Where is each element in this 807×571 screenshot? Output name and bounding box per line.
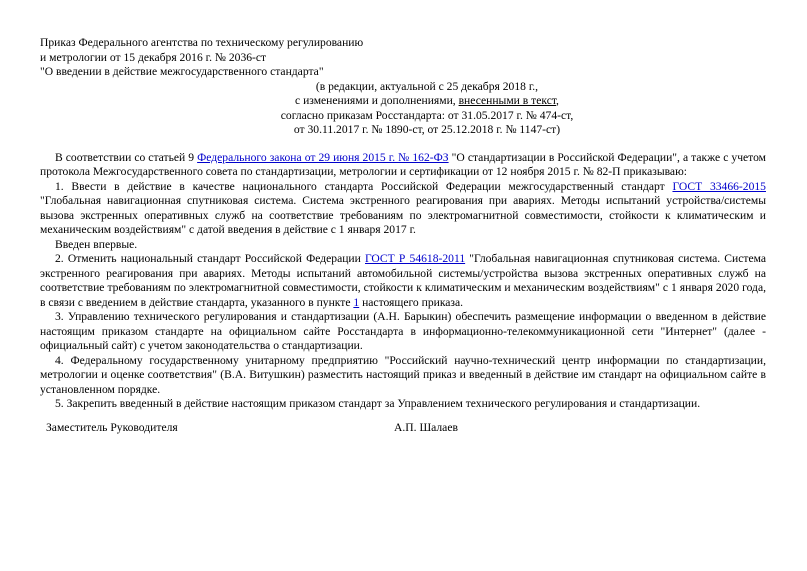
revision-line-2-start: с изменениями и дополнениями, bbox=[295, 94, 459, 107]
signatory-name: А.П. Шалаев bbox=[394, 420, 458, 434]
signature-block bbox=[40, 421, 766, 436]
header-line-2: и метрологии от 15 декабря 2016 г. № 2036-ст bbox=[40, 50, 267, 64]
gost-33466-link[interactable]: ГОСТ 33466-2015 bbox=[672, 179, 766, 193]
paragraph-intro bbox=[40, 151, 766, 180]
p1-text-start: 1. Ввести в действие в качестве национального стандарта Российской Федерации межгосударственный стандарт bbox=[55, 179, 673, 193]
paragraph-4: 4. Федеральному государственному унитарному предприятию "Российский научно-технический центр информации по стандартизации, метрологии и оценке соответствия" (В.А. Витушкин) разместить настоящий приказ и введенный в действие им стандарт на официальном сайте в установленном порядке. bbox=[40, 353, 766, 396]
paragraph-1-note: Введен впервые. bbox=[55, 237, 138, 251]
federal-law-link[interactable]: Федерального закона от 29 июня 2015 г. № 162-ФЗ bbox=[197, 150, 449, 164]
signatory-position: Заместитель Руководителя bbox=[46, 420, 178, 434]
p2-text-start: 2. Отменить национальный стандарт Российской Федерации bbox=[55, 252, 365, 265]
revision-line-4: от 30.11.2017 г. № 1890-ст, от 25.12.2018 г. № 1147-ст) bbox=[293, 123, 561, 136]
revision-line-2-end: , bbox=[556, 94, 559, 107]
header-line-3: "О введении в действие межгосударственного стандарта" bbox=[40, 65, 324, 78]
paragraph-5: 5. Закрепить введенный в действие настоящим приказом стандарт за Управлением технического регулирования и стандартизации. bbox=[55, 397, 701, 410]
item-1-link[interactable]: 1 bbox=[353, 295, 360, 309]
p2-text-end: настоящего приказа. bbox=[359, 295, 464, 309]
order-header bbox=[40, 36, 766, 80]
gost-r-54618-link[interactable]: ГОСТ Р 54618-2011 bbox=[365, 252, 466, 265]
document-page bbox=[40, 36, 766, 436]
intro-text-start: В соответствии со статьей 9 bbox=[55, 150, 198, 164]
paragraph-1 bbox=[40, 180, 766, 238]
order-body bbox=[40, 151, 766, 412]
revision-line-1: (в редакции, актуальной с 25 декабря 2018 г., bbox=[315, 79, 539, 93]
p1-text-end: "Глобальная навигационная спутниковая система. Система экстренного реагирования при авариях. Методы испытаний устройства/системы вызова экстренных оперативных служб на соответствие требованиям по электромагнитной совместимости, стойкости к климатическим и механическим воздействиям" с датой введения в действие с 1 января 2017 г. bbox=[40, 194, 766, 236]
intro-text-end: "О стандартизации в Российской Федерации", а также с учетом протокола Межгосударственного совета по стандартизации, метрологии и сертификации от 12 ноября 2015 г. № 82-П приказываю: bbox=[40, 150, 766, 178]
revision-line-2 bbox=[262, 94, 592, 109]
p2-text-middle: "Глобальная навигационная спутниковая система. Система экстренного реагирования при авариях. Методы испытаний автомобильной системы/устройства вызова экстренных оперативных служб на соответствие требованиям по электромагнитной совместимости, стойкости к климатическим и механическим воздействиям" с 1 января 2020 года, в связи с введением в действие стандарта, указанного в пункте bbox=[40, 252, 766, 309]
revision-amendments-link[interactable]: внесенными в текст bbox=[458, 94, 557, 107]
revision-line-3: согласно приказам Росстандарта: от 31.05.2017 г. № 474-ст, bbox=[280, 108, 574, 122]
paragraph-3: 3. Управлению технического регулирования и стандартизации (А.Н. Барыкин) обеспечить размещение информации о введенном в действие настоящим приказом стандарте на официальном сайте Росстандарта в информационно-телекоммуникационной сети "Интернет" (далее - официальный сайт) с учетом законодательства о стандартизации. bbox=[40, 310, 766, 352]
revision-note bbox=[262, 80, 592, 138]
paragraph-2 bbox=[40, 252, 766, 310]
header-line-1: Приказ Федерального агентства по техническому регулированию bbox=[40, 36, 364, 49]
